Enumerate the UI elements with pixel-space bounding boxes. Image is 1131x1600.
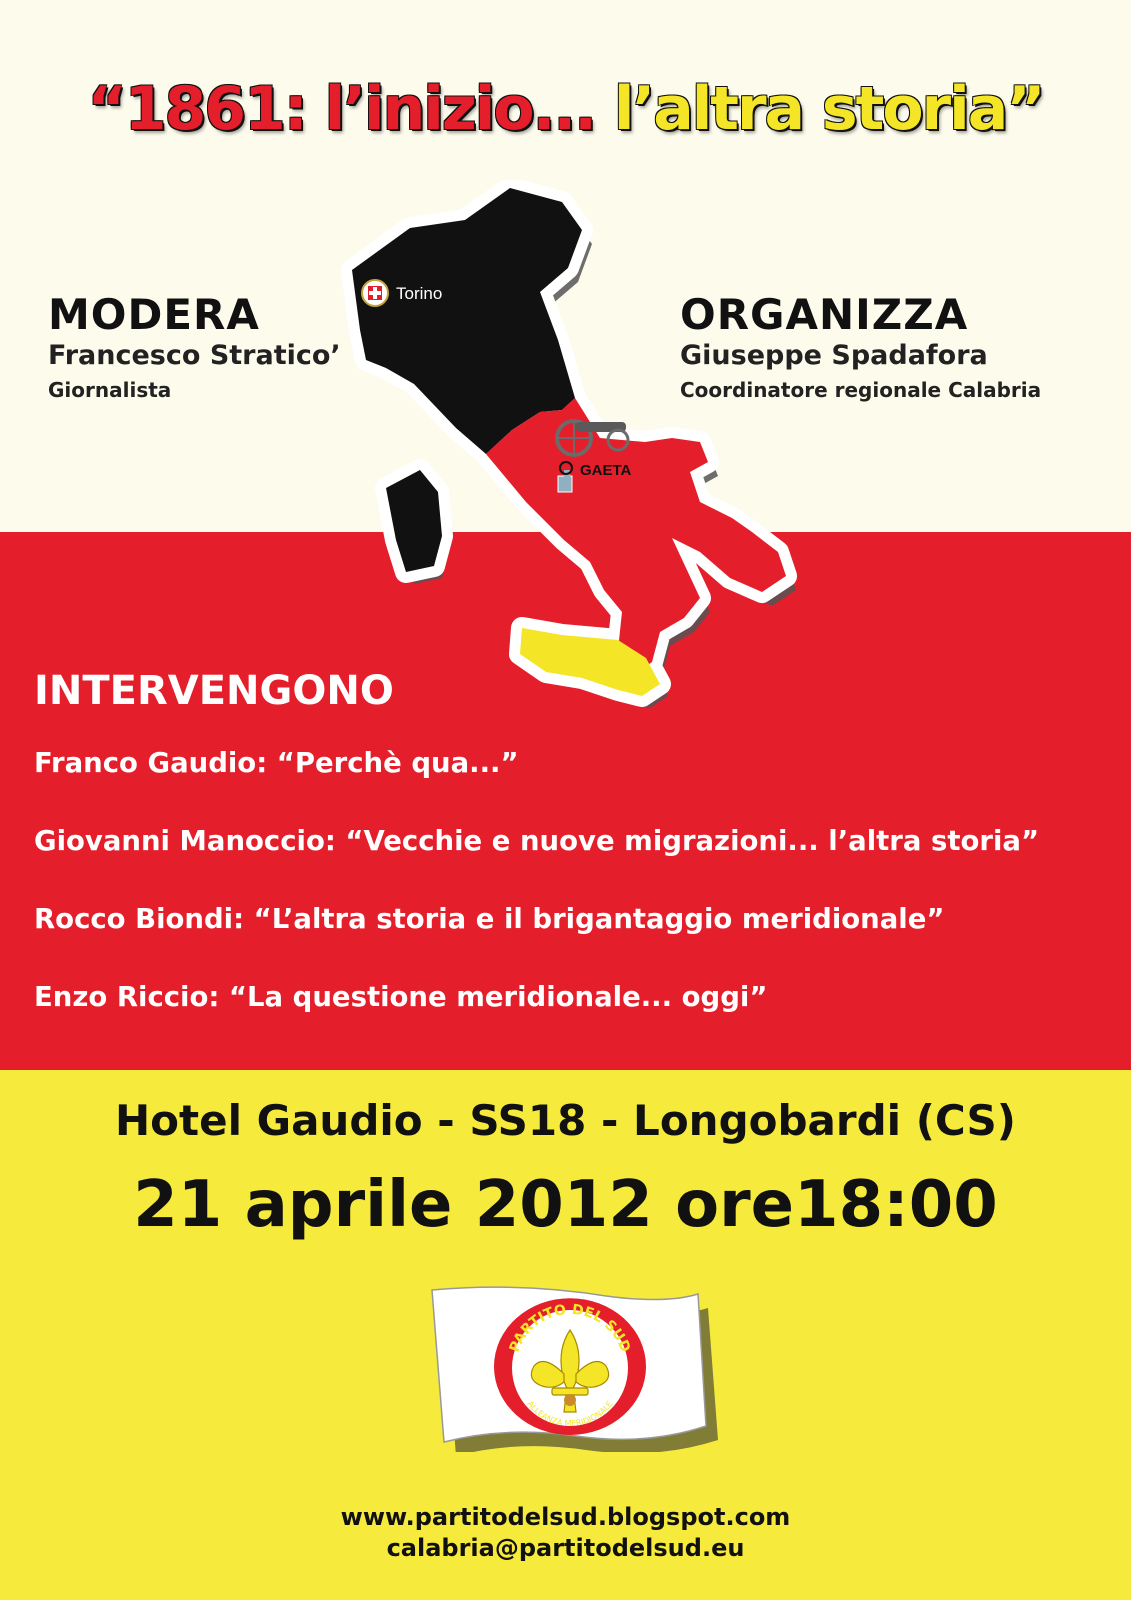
organizer-name: Giuseppe Spadafora (680, 340, 988, 371)
moderator-role: MODERA (48, 290, 260, 339)
moderator-description: Giornalista (48, 378, 172, 402)
map-label-gaeta: GAETA (580, 462, 632, 479)
poster-title (0, 74, 1131, 144)
moderator-block (48, 292, 341, 406)
event-datetime: 21 aprile 2012 ore18:00 (133, 1168, 998, 1242)
organizer-description: Coordinatore regionale Calabria (680, 378, 1042, 402)
trinacria-icon (564, 1394, 576, 1406)
speaker-item: Rocco Biondi: “L’altra storia e il brigantaggio meridionale” (34, 903, 945, 935)
event-venue: Hotel Gaudio - SS18 - Longobardi (CS) (115, 1096, 1016, 1145)
organizer-block (680, 292, 1041, 406)
speaker-item: Giovanni Manoccio: “Vecchie e nuove migrazioni... l’altra storia” (34, 825, 1040, 857)
organizer-role: ORGANIZZA (680, 290, 969, 339)
speaker-item: Enzo Riccio: “La questione meridionale... oggi” (34, 981, 768, 1013)
speaker-item: Franco Gaudio: “Perchè qua...” (34, 747, 519, 779)
email-link[interactable]: calabria@partitodelsud.eu (386, 1534, 745, 1562)
torino-marker (362, 280, 442, 306)
website-link[interactable]: www.partitodelsud.blogspot.com (340, 1503, 791, 1531)
title-part-red: “1861: l’inizio... (87, 74, 595, 144)
speakers-list (34, 745, 1039, 1057)
title-part-yellow: l’altra storia” (613, 74, 1044, 144)
map-label-torino: Torino (396, 284, 443, 303)
contacts-block (0, 1502, 1131, 1564)
speakers-heading: INTERVENGONO (34, 668, 394, 714)
party-flag-logo (420, 1282, 720, 1452)
logo-text-top: PARTITO DEL SUD (506, 1301, 634, 1355)
moderator-name: Francesco Stratico’ (48, 340, 341, 371)
logo-text-bottom: ALLEANZA MERIDIONALE (525, 1399, 615, 1429)
